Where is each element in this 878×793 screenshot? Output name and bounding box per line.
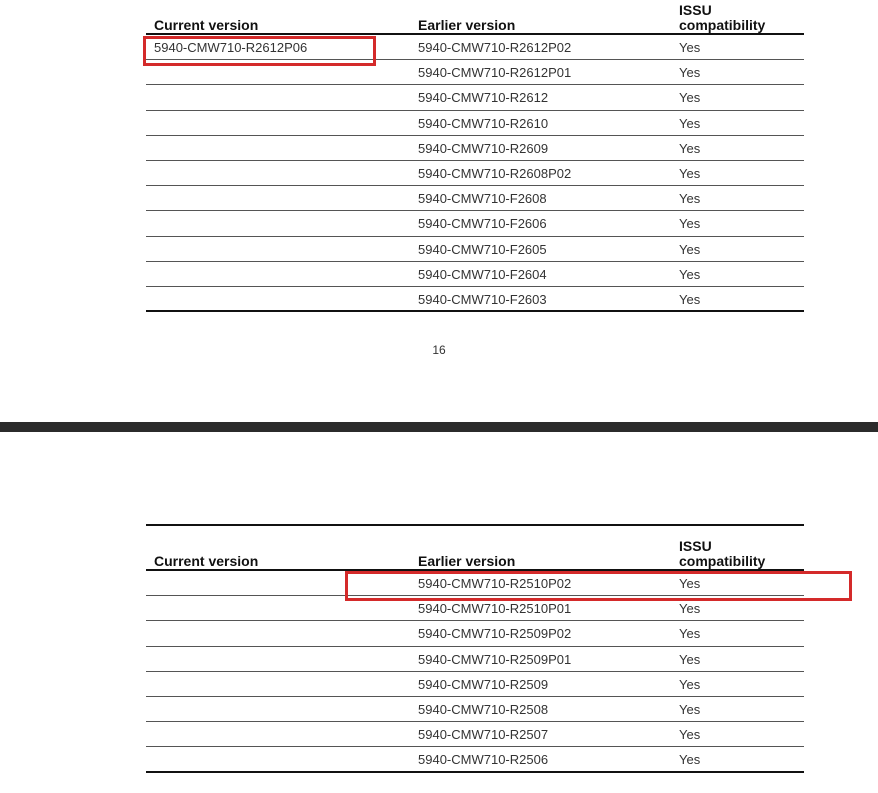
table-body (146, 571, 804, 773)
table-row (146, 722, 804, 747)
table-row (146, 60, 804, 85)
table-row (146, 237, 804, 262)
table-row (146, 697, 804, 722)
compatibility-table-2 (146, 524, 804, 773)
cell-earlier-version: 5940-CMW710-F2605 (418, 241, 547, 257)
cell-earlier-version: 5940-CMW710-R2612 (418, 90, 549, 106)
cell-issu: Yes (679, 727, 701, 743)
cell-issu: Yes (679, 291, 701, 307)
table-row (146, 111, 804, 136)
cell-earlier-version: 5940-CMW710-R2509P02 (418, 626, 572, 642)
cell-issu: Yes (679, 115, 701, 131)
cell-earlier-version: 5940-CMW710-F2603 (418, 291, 547, 307)
cell-issu: Yes (679, 65, 701, 81)
cell-earlier-version: 5940-CMW710-F2604 (418, 266, 547, 282)
cell-earlier-version: 5940-CMW710-R2510P02 (418, 576, 572, 591)
header-issu-compatibility: ISSU compatibility (679, 2, 766, 33)
cell-current-version: 5940-CMW710-R2612P06 (154, 40, 308, 55)
cell-earlier-version: 5940-CMW710-F2608 (418, 191, 547, 207)
cell-earlier-version: 5940-CMW710-R2507 (418, 727, 549, 743)
cell-issu: Yes (679, 701, 701, 717)
table-header (146, 524, 804, 571)
table-row (146, 571, 804, 596)
cell-issu: Yes (679, 752, 701, 768)
cell-issu: Yes (679, 241, 701, 257)
cell-earlier-version: 5940-CMW710-R2509 (418, 676, 549, 692)
cell-issu: Yes (679, 676, 701, 692)
table-row (146, 262, 804, 287)
cell-issu: Yes (679, 266, 701, 282)
table-row (146, 136, 804, 161)
page-number: 16 (432, 343, 446, 357)
cell-issu: Yes (679, 140, 701, 156)
table-row (146, 161, 804, 186)
cell-issu: Yes (679, 90, 701, 106)
table-row (146, 596, 804, 621)
cell-earlier-version: 5940-CMW710-R2609 (418, 140, 549, 156)
table-body (146, 35, 804, 312)
table-row (146, 747, 804, 772)
cell-earlier-version: 5940-CMW710-R2509P01 (418, 651, 572, 667)
cell-issu: Yes (679, 216, 701, 232)
table-row (146, 35, 804, 60)
header-earlier-version: Earlier version (418, 17, 516, 33)
table-top-rule (146, 524, 804, 526)
cell-earlier-version: 5940-CMW710-R2608P02 (418, 165, 572, 181)
table-row (146, 211, 804, 236)
header-issu-compatibility: ISSU compatibility (679, 538, 766, 569)
document-page-2 (0, 432, 878, 793)
table-row (146, 672, 804, 697)
page-separator (0, 422, 878, 432)
compatibility-table-1 (146, 0, 804, 312)
cell-issu: Yes (679, 165, 701, 181)
cell-earlier-version: 5940-CMW710-R2506 (418, 752, 549, 768)
cell-earlier-version: 5940-CMW710-R2610 (418, 115, 549, 131)
table-header (146, 0, 804, 35)
cell-issu: Yes (679, 601, 701, 617)
cell-issu: Yes (679, 40, 701, 55)
cell-issu: Yes (679, 191, 701, 207)
table-row (146, 85, 804, 110)
cell-issu: Yes (679, 626, 701, 642)
cell-issu: Yes (679, 651, 701, 667)
table-row (146, 621, 804, 646)
cell-earlier-version: 5940-CMW710-R2508 (418, 701, 549, 717)
table-row (146, 647, 804, 672)
cell-earlier-version: 5940-CMW710-F2606 (418, 216, 547, 232)
cell-issu: Yes (679, 576, 701, 591)
table-row (146, 287, 804, 312)
header-current-version: Current version (154, 17, 259, 33)
cell-earlier-version: 5940-CMW710-R2612P01 (418, 65, 572, 81)
cell-earlier-version: 5940-CMW710-R2612P02 (418, 40, 572, 55)
header-earlier-version: Earlier version (418, 553, 516, 569)
table-row (146, 186, 804, 211)
cell-earlier-version: 5940-CMW710-R2510P01 (418, 601, 572, 617)
header-current-version: Current version (154, 553, 259, 569)
